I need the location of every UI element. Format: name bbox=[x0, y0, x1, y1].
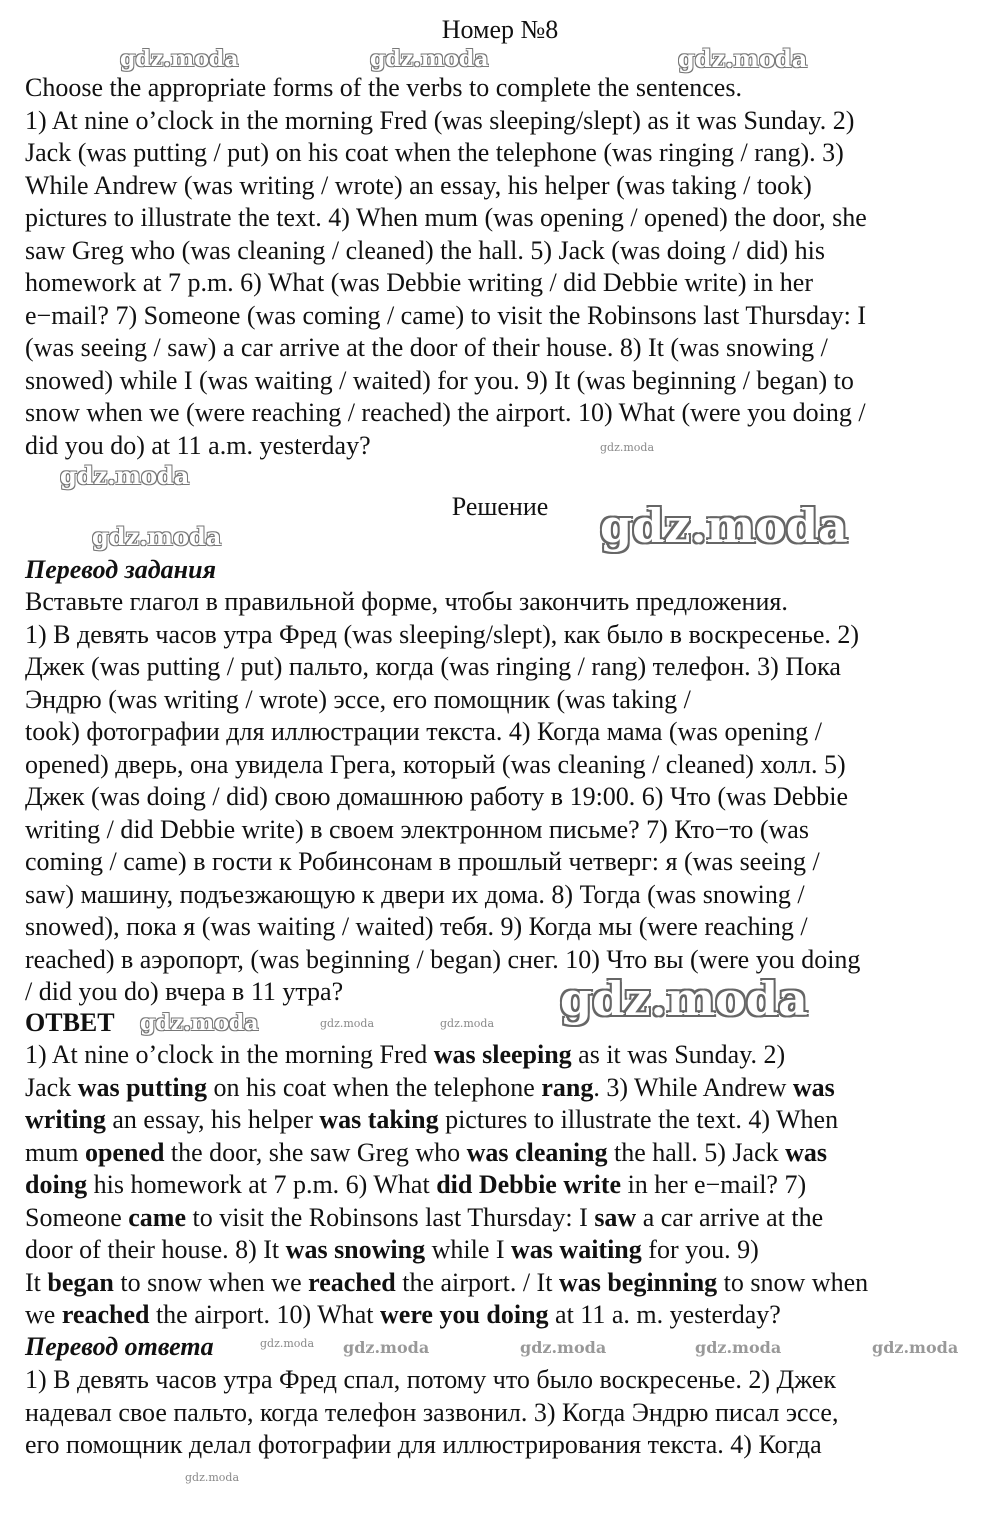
bold-answer: reached bbox=[61, 1300, 150, 1329]
text-line: Джек (was putting / put) пальто, когда (was ringing / rang) телефон. 3) Пока bbox=[25, 652, 841, 681]
text-segment: It bbox=[25, 1267, 48, 1297]
text-line: reached) в аэропорт, (was beginning / began) снег. 10) Что вы (were you doing bbox=[25, 944, 861, 974]
text-line: homework at 7 p.m. 6) What (was Debbie writing / did Debbie write) in her bbox=[25, 268, 813, 297]
watermark: gdz.moda bbox=[343, 1338, 430, 1357]
bold-answer: saw bbox=[594, 1202, 637, 1232]
watermark: gdz.moda bbox=[520, 1338, 607, 1357]
answer-text bbox=[25, 1039, 868, 1332]
watermark: gdz.moda bbox=[60, 461, 190, 490]
text-segment: 1) At nine o’clock in the morning Fred bbox=[25, 1040, 434, 1069]
bold-answer: was bbox=[785, 1137, 828, 1167]
bold-answer: doing bbox=[25, 1170, 88, 1199]
text-segment: on his coat when the telephone bbox=[207, 1072, 542, 1102]
text-line: Choose the appropriate forms of the verbs to complete the sentences. bbox=[25, 73, 742, 102]
bold-answer: reached bbox=[308, 1267, 396, 1297]
text-line bbox=[25, 1202, 823, 1235]
bold-answer: began bbox=[47, 1267, 114, 1297]
text-segment: to visit the Robinsons last Thursday: I bbox=[186, 1202, 595, 1232]
watermark: gdz.moda bbox=[185, 1471, 240, 1484]
text-segment: we bbox=[25, 1300, 62, 1329]
text-line bbox=[25, 1104, 838, 1137]
text-segment: Someone bbox=[25, 1202, 129, 1232]
text-line bbox=[25, 1234, 759, 1267]
text-segment: for you. 9) bbox=[641, 1235, 759, 1264]
text-line: 1) В девять часов утра Фред (was sleeping/slept), как было в воскресенье. 2) bbox=[25, 619, 860, 649]
text-line: While Andrew (was writing / wrote) an essay, his helper (was taking / took) bbox=[25, 170, 812, 200]
text-line: 1) В девять часов утра Фред спал, потому что было воскресенье. 2) Джек bbox=[25, 1365, 837, 1394]
text-segment: the airport. / It bbox=[395, 1267, 559, 1297]
watermark: gdz.moda bbox=[92, 522, 222, 551]
task-translation-text bbox=[25, 586, 860, 1009]
answer-translation-heading: Перевод ответа bbox=[25, 1332, 214, 1361]
bold-answer: were you doing bbox=[380, 1300, 549, 1329]
text-line: Джек (was doing / did) свою домашнюю работу в 19:00. 6) Что (was Debbie bbox=[25, 782, 849, 811]
text-line bbox=[25, 1137, 827, 1170]
text-line: opened) дверь, она увидела Грега, который (was cleaning / cleaned) холл. 5) bbox=[25, 749, 846, 779]
solution-label: Решение bbox=[451, 492, 549, 521]
task-text bbox=[25, 72, 867, 462]
text-line bbox=[25, 1267, 868, 1300]
watermark: gdz.moda bbox=[320, 1017, 375, 1030]
text-line: Эндрю (was writing / wrote) эссе, его помощник (was taking / bbox=[25, 684, 691, 714]
text-line: snow when we (were reaching / reached) the airport. 10) What (were you doing / bbox=[25, 398, 866, 427]
bold-answer: rang bbox=[541, 1072, 594, 1102]
text-segment: at 11 a. m. yesterday? bbox=[548, 1300, 781, 1329]
bold-answer: was bbox=[792, 1072, 835, 1102]
text-line: pictures to illustrate the text. 4) When mum (was opening / opened) the door, she bbox=[25, 203, 867, 232]
text-line: coming / came) в гости к Робинсонам в прошлый четверг: я (was seeing / bbox=[25, 847, 820, 876]
task-translation-heading: Перевод задания bbox=[25, 555, 216, 584]
text-line bbox=[25, 1072, 835, 1105]
text-line: Jack (was putting / put) on his coat when the telephone (was ringing / rang). 3) bbox=[25, 138, 844, 167]
watermark: gdz.moda bbox=[260, 1337, 315, 1350]
watermark: gdz.moda bbox=[440, 1017, 495, 1030]
bold-answer: was taking bbox=[319, 1105, 439, 1134]
text-segment: mum bbox=[25, 1137, 85, 1167]
text-line: надевал свое пальто, когда телефон зазвонил. 3) Когда Эндрю писал эссе, bbox=[25, 1397, 839, 1427]
text-line: took) фотографии для иллюстрации текста. 4) Когда мама (was opening / bbox=[25, 717, 822, 746]
text-line: / did you do) вчера в 11 утра? bbox=[25, 977, 344, 1006]
bold-answer: came bbox=[128, 1202, 187, 1232]
watermark: gdz.moda bbox=[370, 46, 489, 72]
text-line bbox=[25, 1169, 806, 1202]
text-line: snowed) while I (was waiting / waited) for you. 9) It (was beginning / began) to bbox=[25, 365, 854, 395]
answer-translation-text bbox=[25, 1364, 838, 1462]
text-line: 1) At nine o’clock in the morning Fred (was sleeping/slept) as it was Sunday. 2) bbox=[25, 105, 855, 135]
text-segment: the airport. 10) What bbox=[149, 1300, 381, 1329]
bold-answer: writing bbox=[25, 1105, 106, 1134]
text-line: его помощник делал фотографии для иллюстрирования текста. 4) Когда bbox=[25, 1430, 822, 1459]
watermark: gdz.moda bbox=[600, 441, 655, 454]
text-segment: to snow when bbox=[717, 1267, 869, 1297]
text-line: saw Greg who (was cleaning / cleaned) the hall. 5) Jack (was doing / did) his bbox=[25, 235, 825, 265]
text-line: e−mail? 7) Someone (was coming / came) to visit the Robinsons last Thursday: I bbox=[25, 300, 866, 330]
text-segment: Jack bbox=[25, 1072, 78, 1102]
text-line: snowed), пока я (was waiting / waited) тебя. 9) Когда мы (were reaching / bbox=[25, 912, 808, 941]
text-line: saw) машину, подъезжающую к двери их дома. 8) Тогда (was snowing / bbox=[25, 879, 805, 909]
watermark: gdz.moda bbox=[140, 1010, 259, 1036]
text-segment: pictures to illustrate the text. 4) When bbox=[438, 1105, 839, 1134]
bold-answer: opened bbox=[84, 1137, 165, 1167]
bold-answer: was putting bbox=[77, 1072, 208, 1102]
text-line: Вставьте глагол в правильной форме, чтобы закончить предложения. bbox=[25, 587, 788, 616]
watermark: gdz.moda bbox=[560, 972, 808, 1026]
text-segment: while I bbox=[425, 1235, 512, 1264]
text-segment: the door, she saw Greg who bbox=[164, 1137, 467, 1167]
text-segment: in her e−mail? 7) bbox=[621, 1170, 807, 1199]
text-segment: the hall. 5) Jack bbox=[607, 1137, 786, 1167]
bold-answer: was snowing bbox=[285, 1235, 426, 1264]
bold-answer: was sleeping bbox=[433, 1040, 572, 1069]
text-segment: an essay, his helper bbox=[105, 1105, 320, 1134]
watermark: gdz.moda bbox=[120, 46, 239, 72]
text-line: (was seeing / saw) a car arrive at the door of their house. 8) It (was snowing / bbox=[25, 333, 828, 362]
text-segment: door of their house. 8) It bbox=[25, 1235, 286, 1264]
watermark: gdz.moda bbox=[695, 1338, 782, 1357]
bold-answer: was cleaning bbox=[466, 1137, 608, 1167]
page-title: Номер №8 bbox=[441, 15, 559, 44]
text-segment: as it was Sunday. 2) bbox=[571, 1040, 786, 1069]
text-segment: to snow when we bbox=[113, 1267, 309, 1297]
text-segment: his homework at 7 p.m. 6) What bbox=[87, 1170, 437, 1199]
watermark: gdz.moda bbox=[678, 44, 808, 73]
text-line: writing / did Debbie write) в своем электронном письме? 7) Кто−то (was bbox=[25, 814, 809, 844]
answer-heading: ОТВЕТ bbox=[25, 1008, 115, 1037]
bold-answer: did Debbie write bbox=[436, 1170, 622, 1199]
text-segment: a car arrive at the bbox=[636, 1202, 824, 1232]
text-segment: . 3) While Andrew bbox=[593, 1072, 793, 1102]
bold-answer: was beginning bbox=[558, 1267, 718, 1297]
text-line bbox=[25, 1299, 781, 1332]
bold-answer: was waiting bbox=[511, 1235, 642, 1264]
text-line: did you do) at 11 a.m. yesterday? bbox=[25, 430, 371, 460]
watermark: gdz.moda bbox=[872, 1338, 959, 1357]
watermark: gdz.moda bbox=[600, 499, 848, 553]
text-line bbox=[25, 1039, 785, 1072]
